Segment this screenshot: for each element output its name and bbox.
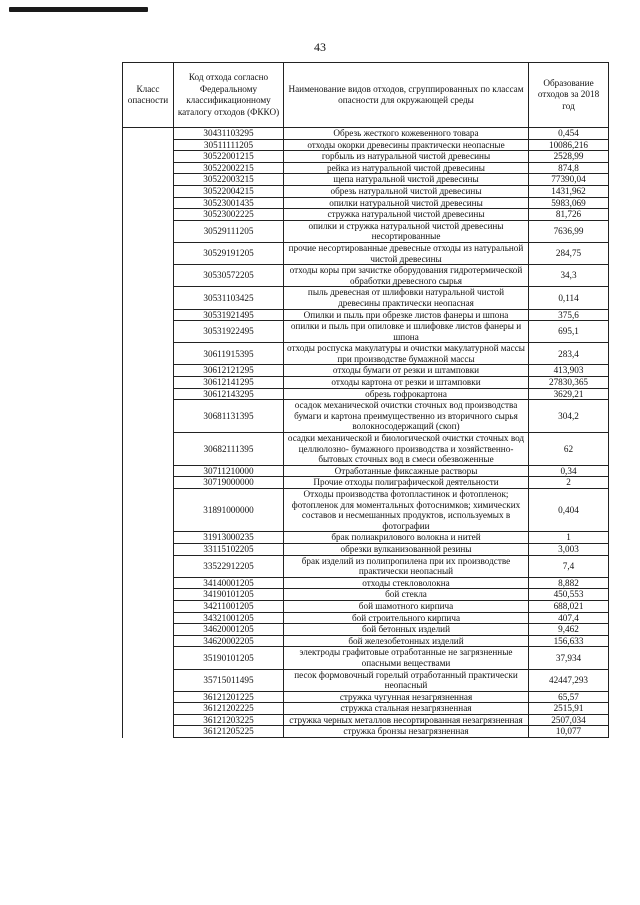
header-volume: Образование отходов за 2018 год: [529, 63, 609, 128]
code-cell: 34620001205: [174, 624, 284, 636]
volume-cell: 27830,365: [529, 377, 609, 389]
name-cell: бой шамотного кирпича: [284, 600, 529, 612]
volume-cell: 34,3: [529, 265, 609, 287]
volume-cell: 0,34: [529, 465, 609, 477]
table-row: [123, 174, 609, 186]
volume-cell: 81,726: [529, 209, 609, 221]
name-cell: стружка черных металлов несортированная незагрязненная: [284, 714, 529, 726]
volume-cell: 42447,293: [529, 669, 609, 691]
name-cell: бой бетонных изделий: [284, 624, 529, 636]
table-row: [123, 555, 609, 577]
name-cell: опилки натуральной чистой древесины: [284, 197, 529, 209]
volume-cell: 156,633: [529, 635, 609, 647]
table-row: [123, 433, 609, 466]
volume-cell: 5983,069: [529, 197, 609, 209]
table-row: [123, 647, 609, 669]
name-cell: Опилки и пыль при обрезке листов фанеры и шпона: [284, 309, 529, 321]
table-row: [123, 321, 609, 343]
table-row: [123, 589, 609, 601]
code-cell: 31913000235: [174, 532, 284, 544]
table-row: [123, 377, 609, 389]
name-cell: обрезки вулканизованной резины: [284, 543, 529, 555]
header-class: Класс опасности: [123, 63, 174, 128]
code-cell: 30612141295: [174, 377, 284, 389]
name-cell: отходы картона от резки и штамповки: [284, 377, 529, 389]
volume-cell: 0,454: [529, 128, 609, 140]
name-cell: осадки механической и биологической очистки сточных вод целлюлозно- бумажного производства и хозяйственно-бытовых сточных вод в смеси обезвоженные: [284, 433, 529, 466]
table-row: [123, 489, 609, 532]
name-cell: опилки и пыль при опиловке и шлифовке листов фанеры и шпона: [284, 321, 529, 343]
code-cell: 30531922495: [174, 321, 284, 343]
header-code: Код отхода согласно Федеральному классификационному каталогу отходов (ФККО): [174, 63, 284, 128]
code-cell: 30531921495: [174, 309, 284, 321]
name-cell: стружка натуральной чистой древесины: [284, 209, 529, 221]
code-cell: 36121205225: [174, 726, 284, 738]
name-cell: отходы стекловолокна: [284, 577, 529, 589]
volume-cell: 10,077: [529, 726, 609, 738]
volume-cell: 2515,91: [529, 703, 609, 715]
name-cell: пыль древесная от шлифовки натуральной чистой древесины практически неопасная: [284, 287, 529, 309]
volume-cell: 283,4: [529, 343, 609, 365]
code-cell: 34620002205: [174, 635, 284, 647]
volume-cell: 2507,034: [529, 714, 609, 726]
code-cell: 30612143295: [174, 388, 284, 400]
table-row: [123, 669, 609, 691]
table-row: [123, 185, 609, 197]
page-number: 43: [314, 40, 326, 54]
table-row: [123, 691, 609, 703]
table-row: [123, 209, 609, 221]
table-row: [123, 388, 609, 400]
name-cell: отходы окорки древесины практически неопасные: [284, 139, 529, 151]
code-cell: 31891000000: [174, 489, 284, 532]
volume-cell: 407,4: [529, 612, 609, 624]
table-row: [123, 612, 609, 624]
table-row: [123, 365, 609, 377]
volume-cell: 688,021: [529, 600, 609, 612]
table-row: [123, 128, 609, 140]
volume-cell: 284,75: [529, 242, 609, 264]
table-row: [123, 197, 609, 209]
name-cell: стружка стальная незагрязненная: [284, 703, 529, 715]
code-cell: 33115102205: [174, 543, 284, 555]
code-cell: 30522002215: [174, 162, 284, 174]
table-row: [123, 139, 609, 151]
volume-cell: 3,003: [529, 543, 609, 555]
code-cell: 30522004215: [174, 185, 284, 197]
code-cell: 30431103295: [174, 128, 284, 140]
volume-cell: 375,6: [529, 309, 609, 321]
code-cell: 30529111205: [174, 220, 284, 242]
volume-cell: 62: [529, 433, 609, 466]
name-cell: бой железобетонных изделий: [284, 635, 529, 647]
table-row: [123, 703, 609, 715]
volume-cell: 7636,99: [529, 220, 609, 242]
name-cell: Прочие отходы полиграфической деятельности: [284, 477, 529, 489]
volume-cell: 3629,21: [529, 388, 609, 400]
name-cell: бой стекла: [284, 589, 529, 601]
name-cell: Обрезь жесткого кожевенного товара: [284, 128, 529, 140]
code-cell: 30681131395: [174, 400, 284, 433]
code-cell: 30611915395: [174, 343, 284, 365]
table-body: [123, 128, 609, 738]
name-cell: песок формовочный горелый отработанный практически неопасный: [284, 669, 529, 691]
name-cell: отходы коры при зачистке оборудования гидротермической обработки древесного сырья: [284, 265, 529, 287]
name-cell: стружка чугунная незагрязненная: [284, 691, 529, 703]
code-cell: 30511111205: [174, 139, 284, 151]
table-row: [123, 714, 609, 726]
table-row: [123, 543, 609, 555]
code-cell: 34211001205: [174, 600, 284, 612]
table-row: [123, 635, 609, 647]
table-row: [123, 624, 609, 636]
table-row: [123, 465, 609, 477]
table-row: [123, 287, 609, 309]
code-cell: 36121203225: [174, 714, 284, 726]
code-cell: 30711210000: [174, 465, 284, 477]
waste-table: [122, 62, 609, 738]
scan-edge-bar: [9, 7, 148, 12]
volume-cell: 1431,962: [529, 185, 609, 197]
code-cell: 30682111395: [174, 433, 284, 466]
volume-cell: 2528,99: [529, 151, 609, 163]
code-cell: 35715011495: [174, 669, 284, 691]
volume-cell: 304,2: [529, 400, 609, 433]
volume-cell: 1: [529, 532, 609, 544]
volume-cell: 10086,216: [529, 139, 609, 151]
name-cell: горбыль из натуральной чистой древесины: [284, 151, 529, 163]
name-cell: брак полиакрилового волокна и нитей: [284, 532, 529, 544]
code-cell: 34140001205: [174, 577, 284, 589]
volume-cell: 0,114: [529, 287, 609, 309]
name-cell: рейка из натуральной чистой древесины: [284, 162, 529, 174]
code-cell: 33522912205: [174, 555, 284, 577]
name-cell: щепа натуральной чистой древесины: [284, 174, 529, 186]
volume-cell: 413,903: [529, 365, 609, 377]
table-row: [123, 477, 609, 489]
volume-cell: 2: [529, 477, 609, 489]
code-cell: 36121201225: [174, 691, 284, 703]
volume-cell: 7,4: [529, 555, 609, 577]
code-cell: 30719000000: [174, 477, 284, 489]
header-name: Наименование видов отходов, сгруппированных по классам опасности для окружающей среды: [284, 63, 529, 128]
code-cell: 34321001205: [174, 612, 284, 624]
table-row: [123, 220, 609, 242]
volume-cell: 65,57: [529, 691, 609, 703]
table-row: [123, 600, 609, 612]
name-cell: прочие несортированные древесные отходы из натуральной чистой древесины: [284, 242, 529, 264]
name-cell: электроды графитовые отработанные не загрязненные опасными веществами: [284, 647, 529, 669]
code-cell: 30531103425: [174, 287, 284, 309]
volume-cell: 0,404: [529, 489, 609, 532]
name-cell: опилки и стружка натуральной чистой древесины несортированные: [284, 220, 529, 242]
class-cell: [123, 128, 174, 738]
code-cell: 36121202225: [174, 703, 284, 715]
code-cell: 30523001435: [174, 197, 284, 209]
name-cell: обрезь гофрокартона: [284, 388, 529, 400]
volume-cell: 8,882: [529, 577, 609, 589]
table-row: [123, 242, 609, 264]
name-cell: отходы роспуска макулатуры и очистки макулатурной массы при производстве бумажной массы: [284, 343, 529, 365]
name-cell: стружка бронзы незагрязненная: [284, 726, 529, 738]
table-row: [123, 309, 609, 321]
table-row: [123, 265, 609, 287]
code-cell: 35190101205: [174, 647, 284, 669]
name-cell: отходы бумаги от резки и штамповки: [284, 365, 529, 377]
code-cell: 30612121295: [174, 365, 284, 377]
volume-cell: 450,553: [529, 589, 609, 601]
volume-cell: 77390,04: [529, 174, 609, 186]
volume-cell: 37,934: [529, 647, 609, 669]
code-cell: 30523002225: [174, 209, 284, 221]
code-cell: 30522003215: [174, 174, 284, 186]
name-cell: Отработанные фиксажные растворы: [284, 465, 529, 477]
name-cell: бой строительного кирпича: [284, 612, 529, 624]
code-cell: 34190101205: [174, 589, 284, 601]
name-cell: обрезь натуральной чистой древесины: [284, 185, 529, 197]
volume-cell: 695,1: [529, 321, 609, 343]
volume-cell: 9,462: [529, 624, 609, 636]
name-cell: брак изделий из полипропилена при их производстве практически неопасный: [284, 555, 529, 577]
table-row: [123, 726, 609, 738]
table-row: [123, 162, 609, 174]
table-row: [123, 400, 609, 433]
table-row: [123, 577, 609, 589]
code-cell: 30529191205: [174, 242, 284, 264]
volume-cell: 874,8: [529, 162, 609, 174]
name-cell: Отходы производства фотопластинок и фотопленок; фотопленок для моментальных фотоснимков; химических составов и несмешанных продуктов, используемых в фотографии: [284, 489, 529, 532]
code-cell: 30522001215: [174, 151, 284, 163]
table-row: [123, 532, 609, 544]
table-header-row: [123, 63, 609, 128]
code-cell: 30530572205: [174, 265, 284, 287]
table-row: [123, 151, 609, 163]
table-row: [123, 343, 609, 365]
name-cell: осадок механической очистки сточных вод производства бумаги и картона преимущественно из вторичного сырья волокносодержащий (скоп): [284, 400, 529, 433]
